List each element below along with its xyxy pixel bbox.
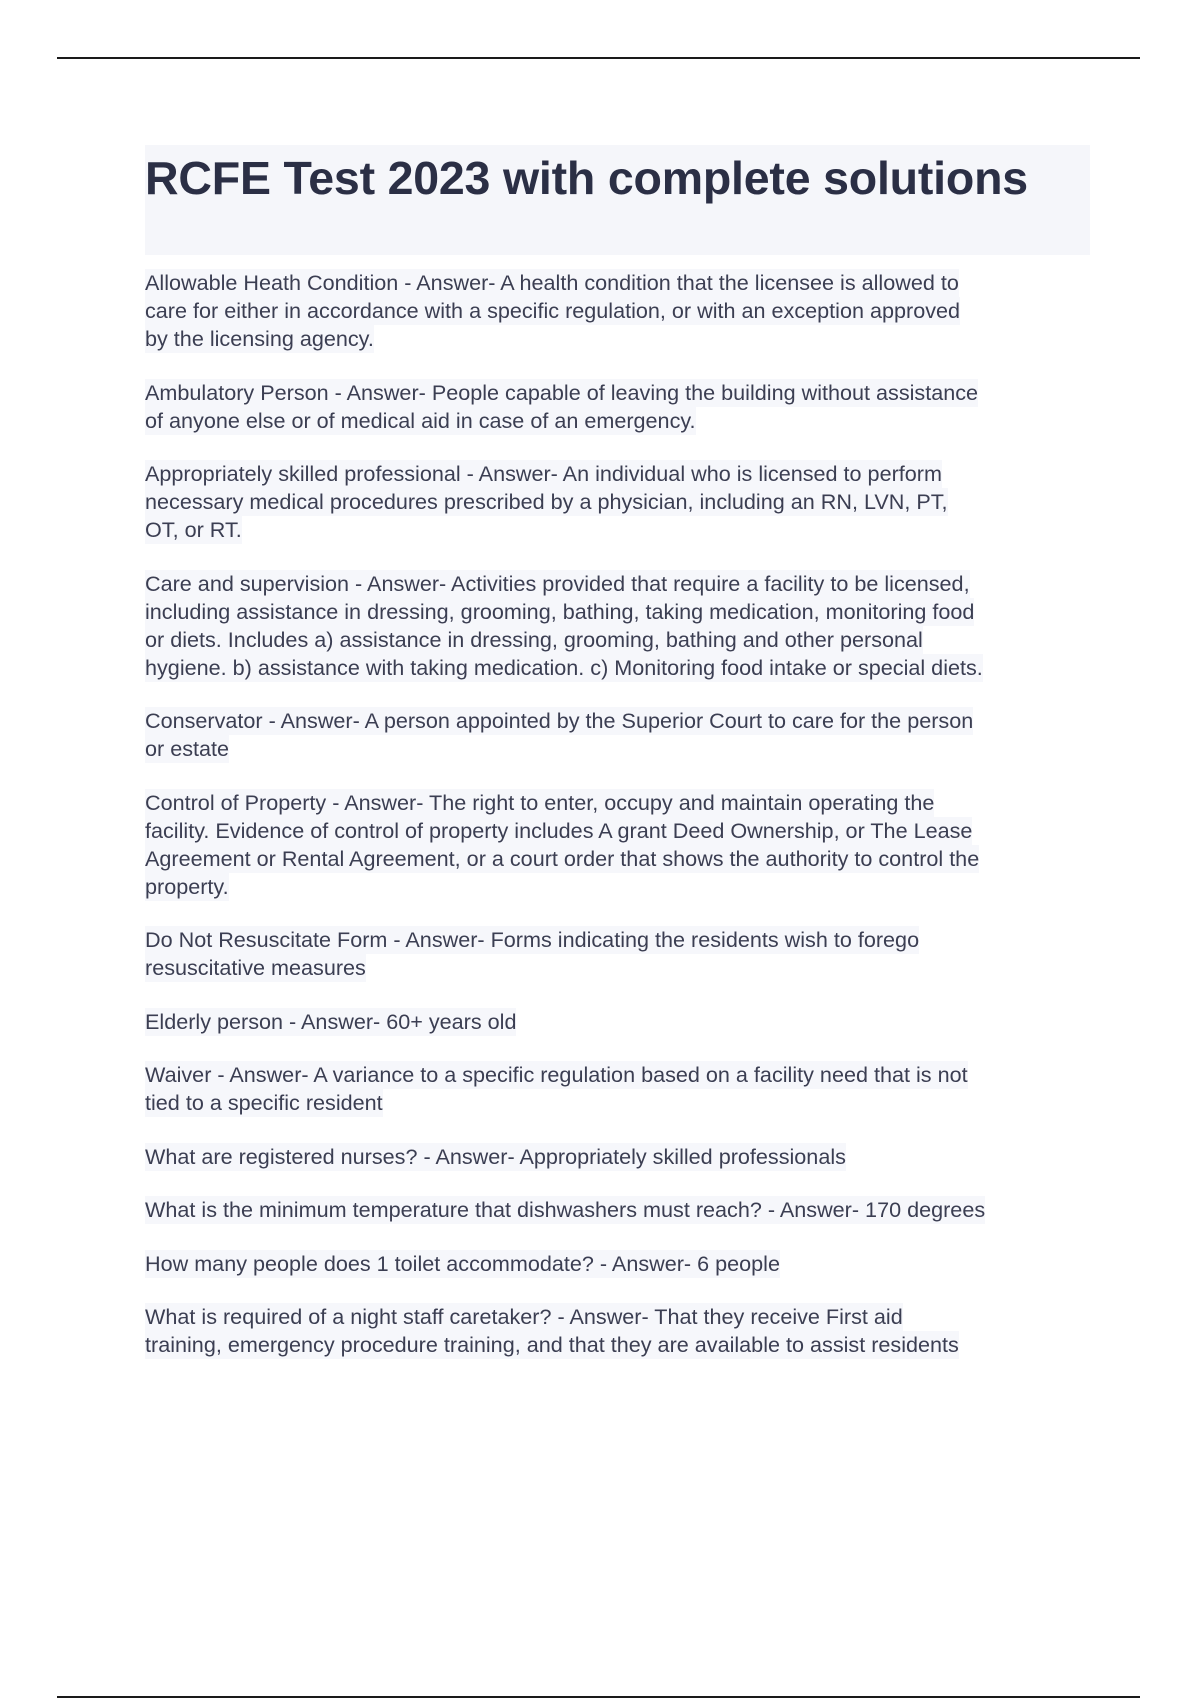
qa-entry-line: Elderly person - Answer- 60+ years old [145,1008,517,1034]
qa-entry-line: Allowable Heath Condition - Answer- A health condition that the licensee is allowed to [145,270,959,295]
qa-entry [145,1303,1090,1359]
qa-entry-line: facility. Evidence of control of property includes A grant Deed Ownership, or The Lease [145,817,973,843]
qa-entry-line: Control of Property - Answer- The right to enter, occupy and maintain operating the [145,789,935,815]
document-body [145,145,1090,1385]
qa-entry-line: Agreement or Rental Agreement, or a court order that shows the authority to control the [145,845,980,871]
qa-entry-line: or estate [145,736,230,761]
qa-list [145,269,1090,1359]
qa-entry-line: of anyone else or of medical aid in case of an emergency. [145,407,696,433]
qa-entry [145,1008,1090,1036]
qa-entry-line: or diets. Includes a) assistance in dressing, grooming, bathing and other personal [145,626,923,652]
qa-entry-line: OT, or RT. [145,517,242,542]
qa-entry-line: Do Not Resuscitate Form - Answer- Forms indicating the residents wish to forego [145,927,920,952]
qa-entry [145,570,1090,682]
header-rule [57,57,1140,59]
qa-entry-line: property. [145,873,229,899]
qa-entry-line: How many people does 1 toilet accommodate? - Answer- 6 people [145,1250,780,1276]
qa-entry-line: training, emergency procedure training, and that they are available to assist residents [145,1332,959,1357]
qa-entry [145,460,1090,544]
qa-entry-line: What is required of a night staff caretaker? - Answer- That they receive First aid [145,1304,903,1329]
qa-entry-line: Conservator - Answer- A person appointed by the Superior Court to care for the person [145,708,974,733]
page-title: RCFE Test 2023 with complete solutions [145,152,1028,204]
qa-entry-line: Care and supervision - Answer- Activities provided that require a facility to be licensed, [145,570,970,596]
qa-entry [145,707,1090,763]
qa-entry [145,1143,1090,1171]
qa-entry [145,1250,1090,1278]
qa-entry [145,926,1090,982]
qa-entry [145,269,1090,353]
qa-entry-line: Waiver - Answer- A variance to a specific regulation based on a facility need that is not [145,1062,968,1087]
qa-entry [145,1061,1090,1117]
qa-entry-line: including assistance in dressing, grooming, bathing, taking medication, monitoring food [145,598,975,624]
qa-entry [145,789,1090,901]
qa-entry-line: necessary medical procedures prescribed by a physician, including an RN, LVN, PT, [145,489,948,514]
footer-rule [57,1696,1140,1698]
qa-entry-line: by the licensing agency. [145,326,374,351]
qa-entry-line: resuscitative measures [145,955,366,980]
qa-entry-line: Ambulatory Person - Answer- People capable of leaving the building without assistance [145,379,979,405]
title-block [145,145,1090,255]
qa-entry-line: What are registered nurses? - Answer- Appropriately skilled professionals [145,1143,846,1169]
qa-entry-line: care for either in accordance with a specific regulation, or with an exception approved [145,298,961,323]
qa-entry [145,379,1090,435]
qa-entry-line: hygiene. b) assistance with taking medication. c) Monitoring food intake or special diets. [145,654,983,680]
qa-entry-line: What is the minimum temperature that dishwashers must reach? - Answer- 170 degrees [145,1197,986,1222]
qa-entry-line: Appropriately skilled professional - Answer- An individual who is licensed to perform [145,461,942,486]
qa-entry [145,1196,1090,1224]
qa-entry-line: tied to a specific resident [145,1090,383,1115]
